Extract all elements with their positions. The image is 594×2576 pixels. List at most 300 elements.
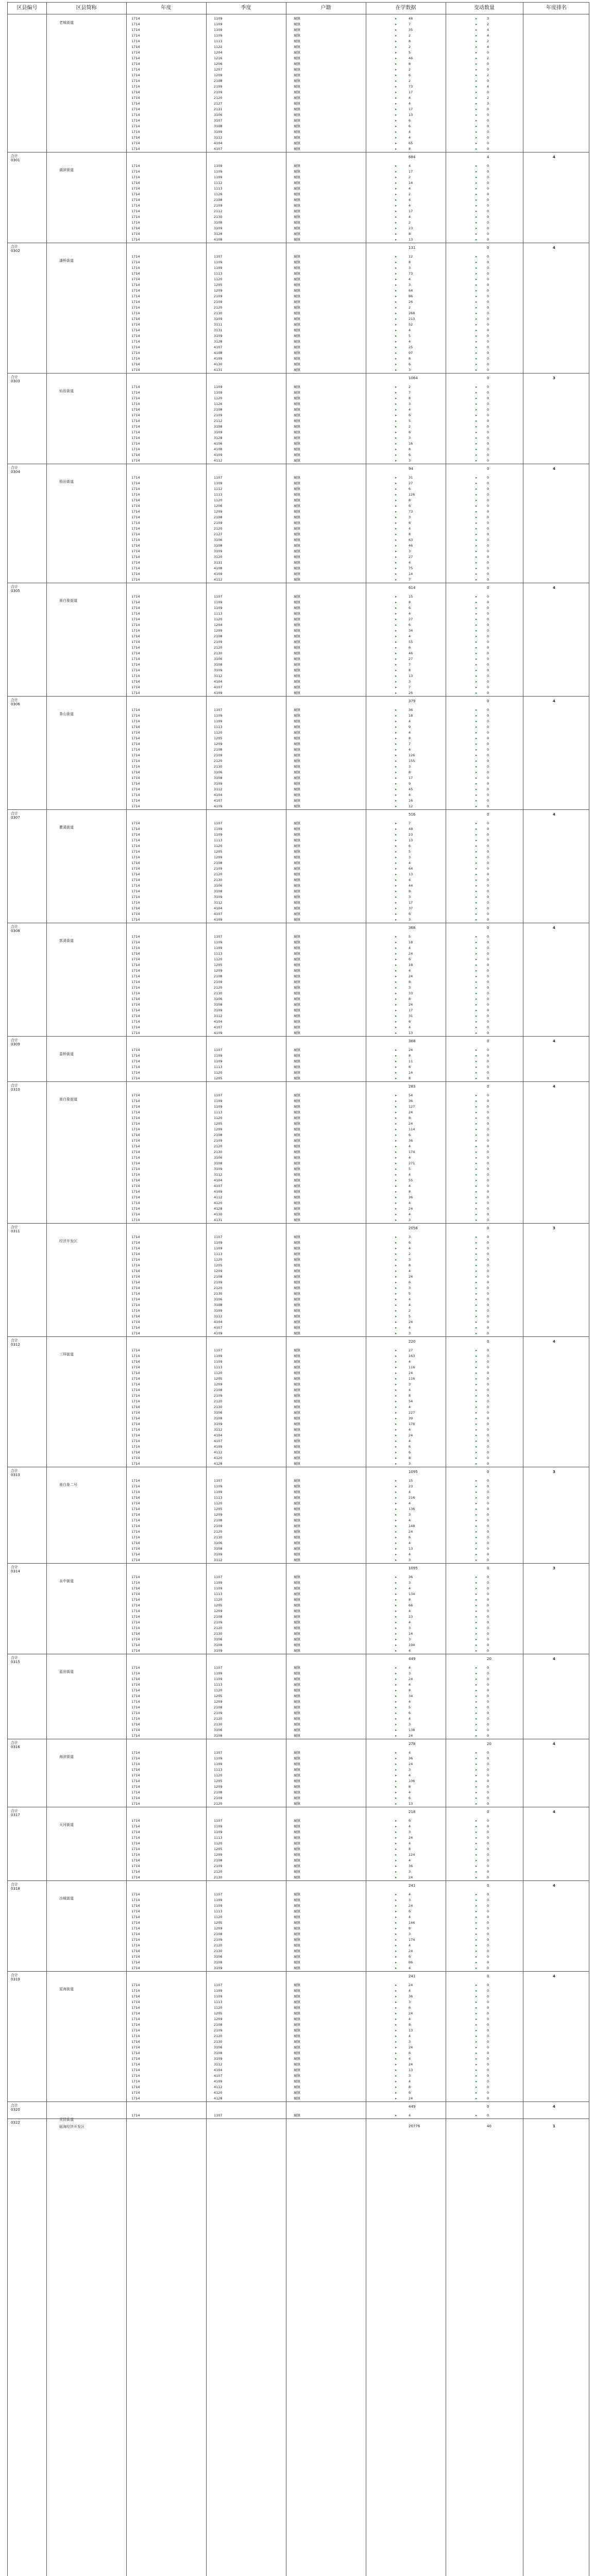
cell-household: 城镇 bbox=[294, 1025, 300, 1029]
status-marker: ▸ bbox=[476, 833, 478, 837]
subtotal-label: 合计 bbox=[11, 1083, 18, 1088]
status-marker: ▸ bbox=[476, 719, 478, 723]
cell-year: 1714 bbox=[131, 56, 140, 60]
cell-change: 0 bbox=[487, 1643, 489, 1647]
cell-enrolled: 7 bbox=[409, 663, 411, 667]
status-marker: ▸ bbox=[395, 1870, 397, 1874]
cell-enrolled: 13 bbox=[409, 674, 413, 678]
status-marker: ▸ bbox=[395, 1921, 397, 1925]
table-row bbox=[8, 866, 589, 872]
status-marker: ▸ bbox=[476, 1688, 478, 1692]
cell-quarter: 3109 bbox=[214, 1649, 223, 1653]
status-marker: ▸ bbox=[395, 1858, 397, 1862]
status-marker: ▸ bbox=[476, 1484, 478, 1488]
status-marker: ▸ bbox=[476, 1263, 478, 1267]
cell-year: 1714 bbox=[131, 1320, 140, 1324]
status-marker: ▸ bbox=[395, 107, 397, 111]
cell-household: 城镇 bbox=[294, 634, 300, 638]
cell-year: 1714 bbox=[131, 1297, 140, 1301]
cell-change: 0 bbox=[487, 1371, 489, 1375]
cell-enrolled: 8 bbox=[409, 980, 411, 984]
cell-quarter: 1122 bbox=[214, 45, 223, 49]
cell-quarter: 1209 bbox=[214, 1785, 223, 1789]
status-marker: ▸ bbox=[476, 1218, 478, 1222]
cell-household: 城镇 bbox=[294, 1428, 300, 1432]
cell-household: 城镇 bbox=[294, 787, 300, 791]
cell-change: 0 bbox=[487, 1932, 489, 1936]
district-name-text: 经济开发区 bbox=[59, 1239, 77, 1243]
cell-enrolled: 8 bbox=[409, 770, 411, 774]
header-household: 户籍 bbox=[320, 5, 331, 11]
cell-quarter: 1109 bbox=[214, 1059, 223, 1063]
group-subtotal bbox=[8, 464, 589, 476]
cell-year: 1714 bbox=[131, 912, 140, 916]
table-row bbox=[8, 1529, 589, 1535]
status-marker: ▸ bbox=[476, 1241, 478, 1245]
cell-change: 0 bbox=[487, 396, 489, 400]
cell-household: 城镇 bbox=[294, 1014, 300, 1018]
cell-enrolled: 24 bbox=[409, 974, 413, 978]
cell-household: 城镇 bbox=[294, 413, 300, 417]
cell-year: 1714 bbox=[131, 1949, 140, 1953]
cell-quarter: 2108 bbox=[214, 1790, 223, 1794]
subtotal-label: 合计 bbox=[11, 1883, 18, 1887]
table-row bbox=[8, 1761, 589, 1767]
cell-household: 城镇 bbox=[294, 1847, 300, 1851]
cell-year: 1714 bbox=[131, 1422, 140, 1426]
table-row bbox=[8, 1410, 589, 1416]
cell-quarter: 1205 bbox=[214, 1694, 223, 1698]
cell-household: 城镇 bbox=[294, 600, 300, 604]
cell-quarter: 2109 bbox=[214, 84, 223, 89]
cell-enrolled: 4 bbox=[409, 1201, 411, 1205]
cell-year: 1714 bbox=[131, 1779, 140, 1783]
status-marker: ▸ bbox=[395, 646, 397, 650]
cell-year: 1714 bbox=[131, 62, 140, 66]
status-marker: ▸ bbox=[395, 1014, 397, 1018]
cell-year: 1714 bbox=[131, 725, 140, 729]
cell-enrolled: 4 bbox=[409, 561, 411, 565]
cell-enrolled: 24 bbox=[409, 2062, 413, 2066]
cell-quarter: 1107 bbox=[214, 1892, 223, 1896]
table-row bbox=[8, 1903, 589, 1909]
cell-quarter: 2109 bbox=[214, 2028, 223, 2032]
table-row bbox=[8, 339, 589, 345]
cell-quarter: 4109 bbox=[214, 572, 223, 576]
status-marker: ▸ bbox=[476, 1609, 478, 1613]
cell-enrolled: 3 bbox=[409, 680, 411, 684]
cell-change: 0 bbox=[487, 1399, 489, 1403]
cell-enrolled: 6 bbox=[409, 73, 411, 77]
cell-year: 1714 bbox=[131, 2062, 140, 2066]
status-marker: ▸ bbox=[476, 16, 478, 21]
status-marker: ▸ bbox=[476, 311, 478, 315]
cell-enrolled: 8 bbox=[409, 447, 411, 451]
cell-quarter: 1205 bbox=[214, 1847, 223, 1851]
cell-change: 0 bbox=[487, 1048, 489, 1052]
table-row bbox=[8, 1591, 589, 1597]
status-marker: ▸ bbox=[476, 459, 478, 463]
cell-year: 1714 bbox=[131, 340, 140, 344]
status-marker: ▸ bbox=[476, 1824, 478, 1828]
status-marker: ▸ bbox=[395, 62, 397, 66]
cell-change: 0 bbox=[487, 855, 489, 859]
table-row bbox=[8, 974, 589, 979]
cell-household: 城镇 bbox=[294, 204, 300, 208]
cell-year: 1714 bbox=[131, 906, 140, 910]
cell-enrolled: 54 bbox=[409, 1399, 413, 1403]
status-marker: ▸ bbox=[395, 56, 397, 60]
status-marker: ▸ bbox=[476, 952, 478, 956]
district-name bbox=[8, 388, 589, 394]
cell-year: 1714 bbox=[131, 487, 140, 491]
cell-change: 0 bbox=[487, 566, 489, 570]
status-marker: ▸ bbox=[476, 1938, 478, 1942]
district-code: 0315 bbox=[11, 1660, 20, 1664]
cell-change: 0 bbox=[487, 2045, 489, 2049]
cell-household: 城镇 bbox=[294, 549, 300, 553]
cell-quarter: 3112 bbox=[214, 135, 223, 140]
status-marker: ▸ bbox=[476, 328, 478, 332]
status-marker: ▸ bbox=[476, 1416, 478, 1420]
status-marker: ▸ bbox=[476, 118, 478, 123]
cell-change: 0 bbox=[487, 1020, 489, 1024]
status-marker: ▸ bbox=[395, 368, 397, 372]
cell-year: 1714 bbox=[131, 623, 140, 627]
cell-change: 0 bbox=[487, 544, 489, 548]
cell-enrolled: 17 bbox=[409, 1008, 413, 1012]
cell-household: 城镇 bbox=[294, 1303, 300, 1307]
table-row bbox=[8, 900, 589, 906]
status-marker: ▸ bbox=[476, 1314, 478, 1318]
cell-change: 0 bbox=[487, 351, 489, 355]
cell-year: 1714 bbox=[131, 1212, 140, 1216]
cell-enrolled: 4 bbox=[409, 748, 411, 752]
cell-household: 城镇 bbox=[294, 742, 300, 746]
cell-change: 0 bbox=[487, 793, 489, 797]
cell-enrolled: 4 bbox=[409, 1246, 411, 1250]
cell-year: 1714 bbox=[131, 300, 140, 304]
cell-quarter: 1209 bbox=[214, 1609, 223, 1613]
cell-year: 1714 bbox=[131, 1671, 140, 1675]
status-marker: ▸ bbox=[395, 952, 397, 956]
status-marker: ▸ bbox=[476, 651, 478, 655]
cell-household: 城镇 bbox=[294, 96, 300, 100]
status-marker: ▸ bbox=[476, 1620, 478, 1624]
cell-change: 0 bbox=[487, 708, 489, 712]
status-marker: ▸ bbox=[476, 1870, 478, 1874]
cell-year: 1714 bbox=[131, 84, 140, 89]
cell-change: 0 bbox=[487, 821, 489, 825]
cell-enrolled: 44 bbox=[409, 884, 413, 888]
status-marker: ▸ bbox=[395, 1212, 397, 1216]
cell-enrolled: 4 bbox=[409, 612, 411, 616]
cell-enrolled: 24 bbox=[409, 1983, 413, 1987]
status-marker: ▸ bbox=[476, 198, 478, 202]
cell-enrolled: 2 bbox=[409, 425, 411, 429]
status-marker: ▸ bbox=[395, 685, 397, 689]
status-marker: ▸ bbox=[476, 969, 478, 973]
cell-enrolled: 4 bbox=[409, 135, 411, 140]
cell-enrolled: 2 bbox=[409, 67, 411, 72]
district-code: 0305 bbox=[11, 589, 20, 593]
cell-household: 城镇 bbox=[294, 1269, 300, 1273]
cell-change: 0 bbox=[487, 1133, 489, 1137]
subtotal-value: 218 bbox=[409, 1810, 416, 1814]
district-name-text: 梧田街道 bbox=[59, 480, 74, 484]
status-marker: ▸ bbox=[395, 544, 397, 548]
cell-quarter: 1120 bbox=[214, 1371, 223, 1375]
cell-enrolled: 5 bbox=[409, 935, 411, 939]
cell-change: 0 bbox=[487, 572, 489, 576]
table-row bbox=[8, 441, 589, 447]
table-row bbox=[8, 180, 589, 186]
cell-year: 1714 bbox=[131, 2011, 140, 2015]
status-marker: ▸ bbox=[395, 1207, 397, 1211]
cell-change: 0 bbox=[487, 147, 489, 151]
cell-year: 1714 bbox=[131, 782, 140, 786]
cell-enrolled: 5 bbox=[409, 1705, 411, 1709]
table-row bbox=[8, 1376, 589, 1382]
cell-change: 0 bbox=[487, 1507, 489, 1511]
status-marker: ▸ bbox=[395, 765, 397, 769]
cell-year: 1714 bbox=[131, 1411, 140, 1415]
cell-household: 城镇 bbox=[294, 2113, 300, 2117]
cell-change: 0 bbox=[487, 164, 489, 168]
cell-quarter: 1107 bbox=[214, 255, 223, 259]
cell-year: 1714 bbox=[131, 510, 140, 514]
cell-year: 1714 bbox=[131, 566, 140, 570]
table-row bbox=[8, 917, 589, 923]
status-marker: ▸ bbox=[476, 73, 478, 77]
cell-year: 1714 bbox=[131, 16, 140, 21]
table-row bbox=[8, 906, 589, 911]
cell-enrolled: 6 bbox=[409, 1445, 411, 1449]
status-marker: ▸ bbox=[395, 1479, 397, 1483]
status-marker: ▸ bbox=[476, 804, 478, 808]
cell-quarter: 4108 bbox=[214, 447, 223, 451]
status-marker: ▸ bbox=[395, 419, 397, 423]
cell-household: 城镇 bbox=[294, 476, 300, 480]
cell-enrolled: 3 bbox=[409, 1722, 411, 1726]
status-marker: ▸ bbox=[476, 1320, 478, 1324]
district-code: 0306 bbox=[11, 702, 20, 706]
cell-household: 城镇 bbox=[294, 1586, 300, 1590]
status-marker: ▸ bbox=[395, 889, 397, 893]
cell-household: 城镇 bbox=[294, 719, 300, 723]
cell-year: 1714 bbox=[131, 1530, 140, 1534]
cell-household: 城镇 bbox=[294, 357, 300, 361]
cell-quarter: 1205 bbox=[214, 1603, 223, 1607]
cell-household: 城镇 bbox=[294, 2091, 300, 2095]
cell-enrolled: 4 bbox=[409, 1609, 411, 1613]
cell-year: 1714 bbox=[131, 1382, 140, 1386]
cell-enrolled: 3 bbox=[409, 2040, 411, 2044]
cell-quarter: 4107 bbox=[214, 1025, 223, 1029]
cell-change: 0 bbox=[487, 1847, 489, 1851]
cell-enrolled: 63 bbox=[409, 538, 413, 542]
cell-quarter: 1109 bbox=[214, 175, 223, 179]
table-row bbox=[8, 1416, 589, 1421]
cell-household: 城镇 bbox=[294, 1297, 300, 1301]
cell-household: 城镇 bbox=[294, 1705, 300, 1709]
cell-year: 1714 bbox=[131, 1190, 140, 1194]
cell-enrolled: 14 bbox=[409, 181, 413, 185]
cell-year: 1714 bbox=[131, 827, 140, 831]
status-marker: ▸ bbox=[476, 1422, 478, 1426]
status-marker: ▸ bbox=[395, 67, 397, 72]
status-marker: ▸ bbox=[395, 748, 397, 752]
status-marker: ▸ bbox=[476, 2068, 478, 2072]
cell-quarter: 1113 bbox=[214, 1365, 223, 1369]
cell-quarter: 2108 bbox=[214, 1615, 223, 1619]
status-marker: ▸ bbox=[395, 164, 397, 168]
cell-quarter: 1109 bbox=[214, 33, 223, 38]
table-row bbox=[8, 1166, 589, 1172]
status-marker: ▸ bbox=[395, 1932, 397, 1936]
cell-quarter: 1209 bbox=[214, 1382, 223, 1386]
district-code: 0303 bbox=[11, 379, 20, 383]
cell-quarter: 1209 bbox=[214, 969, 223, 973]
cell-enrolled: 27 bbox=[409, 555, 413, 559]
status-marker: ▸ bbox=[476, 442, 478, 446]
cell-enrolled: 13 bbox=[409, 1802, 413, 1806]
cell-enrolled: 4 bbox=[409, 101, 411, 106]
table-row bbox=[8, 736, 589, 741]
cell-change: 0 bbox=[487, 419, 489, 423]
status-marker: ▸ bbox=[395, 1785, 397, 1789]
status-marker: ▸ bbox=[395, 306, 397, 310]
subtotal-rank: 4 bbox=[553, 586, 555, 590]
cell-enrolled: 7 bbox=[409, 578, 411, 582]
header-name: 区县简称 bbox=[76, 5, 97, 11]
status-marker: ▸ bbox=[395, 1864, 397, 1868]
cell-change: 0 bbox=[487, 878, 489, 882]
cell-year: 1714 bbox=[131, 2000, 140, 2004]
cell-year: 1714 bbox=[131, 617, 140, 621]
cell-quarter: 3109 bbox=[214, 1167, 223, 1171]
table-row bbox=[8, 1280, 589, 1285]
table-row bbox=[8, 690, 589, 696]
status-marker: ▸ bbox=[395, 1399, 397, 1403]
cell-quarter: 1120 bbox=[214, 2006, 223, 2010]
cell-household: 城镇 bbox=[294, 1450, 300, 1454]
table-row bbox=[8, 1495, 589, 1501]
group-subtotal bbox=[8, 1036, 589, 1048]
status-marker: ▸ bbox=[395, 510, 397, 514]
cell-enrolled: 127 bbox=[409, 1105, 415, 1109]
cell-change: 0 bbox=[487, 1841, 489, 1845]
status-marker: ▸ bbox=[476, 1445, 478, 1449]
cell-quarter: 1120 bbox=[214, 1116, 223, 1120]
cell-enrolled: 18 bbox=[409, 714, 413, 718]
cell-enrolled: 3 bbox=[409, 1626, 411, 1630]
table-row bbox=[8, 112, 589, 118]
cell-household: 城镇 bbox=[294, 1694, 300, 1698]
cell-year: 1714 bbox=[131, 1513, 140, 1517]
status-marker: ▸ bbox=[395, 1059, 397, 1063]
cell-enrolled: 4 bbox=[409, 1184, 411, 1188]
status-marker: ▸ bbox=[476, 1632, 478, 1636]
cell-change: 0 bbox=[487, 1785, 489, 1789]
table-row bbox=[8, 1523, 589, 1529]
cell-household: 城镇 bbox=[294, 1326, 300, 1330]
cell-quarter: 2130 bbox=[214, 1150, 223, 1154]
cell-change: 0 bbox=[487, 1207, 489, 1211]
status-marker: ▸ bbox=[395, 2017, 397, 2021]
cell-enrolled: 4 bbox=[409, 1269, 411, 1273]
cell-year: 1714 bbox=[131, 1518, 140, 1522]
cell-quarter: 1209 bbox=[214, 289, 223, 293]
table-row bbox=[8, 2033, 589, 2039]
cell-year: 1714 bbox=[131, 1031, 140, 1035]
cell-enrolled: 8 bbox=[409, 147, 411, 151]
cell-household: 城镇 bbox=[294, 1076, 300, 1080]
status-marker: ▸ bbox=[395, 634, 397, 638]
status-marker: ▸ bbox=[476, 844, 478, 848]
status-marker: ▸ bbox=[395, 940, 397, 944]
status-marker: ▸ bbox=[476, 1790, 478, 1794]
table-row bbox=[8, 679, 589, 685]
cell-household: 城镇 bbox=[294, 997, 300, 1001]
status-marker: ▸ bbox=[395, 425, 397, 429]
cell-quarter: 2127 bbox=[214, 101, 223, 106]
status-marker: ▸ bbox=[395, 1513, 397, 1517]
status-marker: ▸ bbox=[476, 1603, 478, 1607]
status-marker: ▸ bbox=[476, 1331, 478, 1335]
cell-year: 1714 bbox=[131, 1955, 140, 1959]
status-marker: ▸ bbox=[395, 725, 397, 729]
cell-quarter: 1109 bbox=[214, 1241, 223, 1245]
cell-household: 城镇 bbox=[294, 1790, 300, 1794]
cell-quarter: 1109 bbox=[214, 1677, 223, 1681]
table-row bbox=[8, 628, 589, 634]
table-row bbox=[8, 838, 589, 843]
status-marker: ▸ bbox=[395, 1643, 397, 1647]
cell-enrolled: 14 bbox=[409, 572, 413, 576]
cell-quarter: 1120 bbox=[214, 1258, 223, 1262]
status-marker: ▸ bbox=[476, 340, 478, 344]
cell-change: 0 bbox=[487, 1870, 489, 1874]
cell-year: 1714 bbox=[131, 1156, 140, 1160]
cell-household: 城镇 bbox=[294, 1445, 300, 1449]
cell-enrolled: 24 bbox=[409, 1110, 413, 1114]
table-row bbox=[8, 486, 589, 492]
cell-quarter: 3109 bbox=[214, 1966, 223, 1970]
status-marker: ▸ bbox=[476, 1796, 478, 1800]
status-marker: ▸ bbox=[395, 2011, 397, 2015]
status-marker: ▸ bbox=[476, 1501, 478, 1505]
cell-change: 0 bbox=[487, 1025, 489, 1029]
cell-year: 1714 bbox=[131, 1479, 140, 1483]
status-marker: ▸ bbox=[395, 442, 397, 446]
cell-change: 0 bbox=[487, 974, 489, 978]
status-marker: ▸ bbox=[476, 90, 478, 94]
cell-household: 城镇 bbox=[294, 255, 300, 259]
status-marker: ▸ bbox=[395, 187, 397, 191]
cell-household: 城镇 bbox=[294, 1411, 300, 1415]
cell-enrolled: 4 bbox=[409, 719, 411, 723]
cell-year: 1714 bbox=[131, 1450, 140, 1454]
cell-household: 城镇 bbox=[294, 1133, 300, 1137]
cell-quarter: 1109 bbox=[214, 714, 223, 718]
cell-quarter: 4112 bbox=[214, 1450, 223, 1454]
cell-change: 0 bbox=[487, 918, 489, 922]
status-marker: ▸ bbox=[395, 1003, 397, 1007]
status-marker: ▸ bbox=[395, 861, 397, 865]
status-marker: ▸ bbox=[476, 238, 478, 242]
table-row bbox=[8, 1943, 589, 1948]
